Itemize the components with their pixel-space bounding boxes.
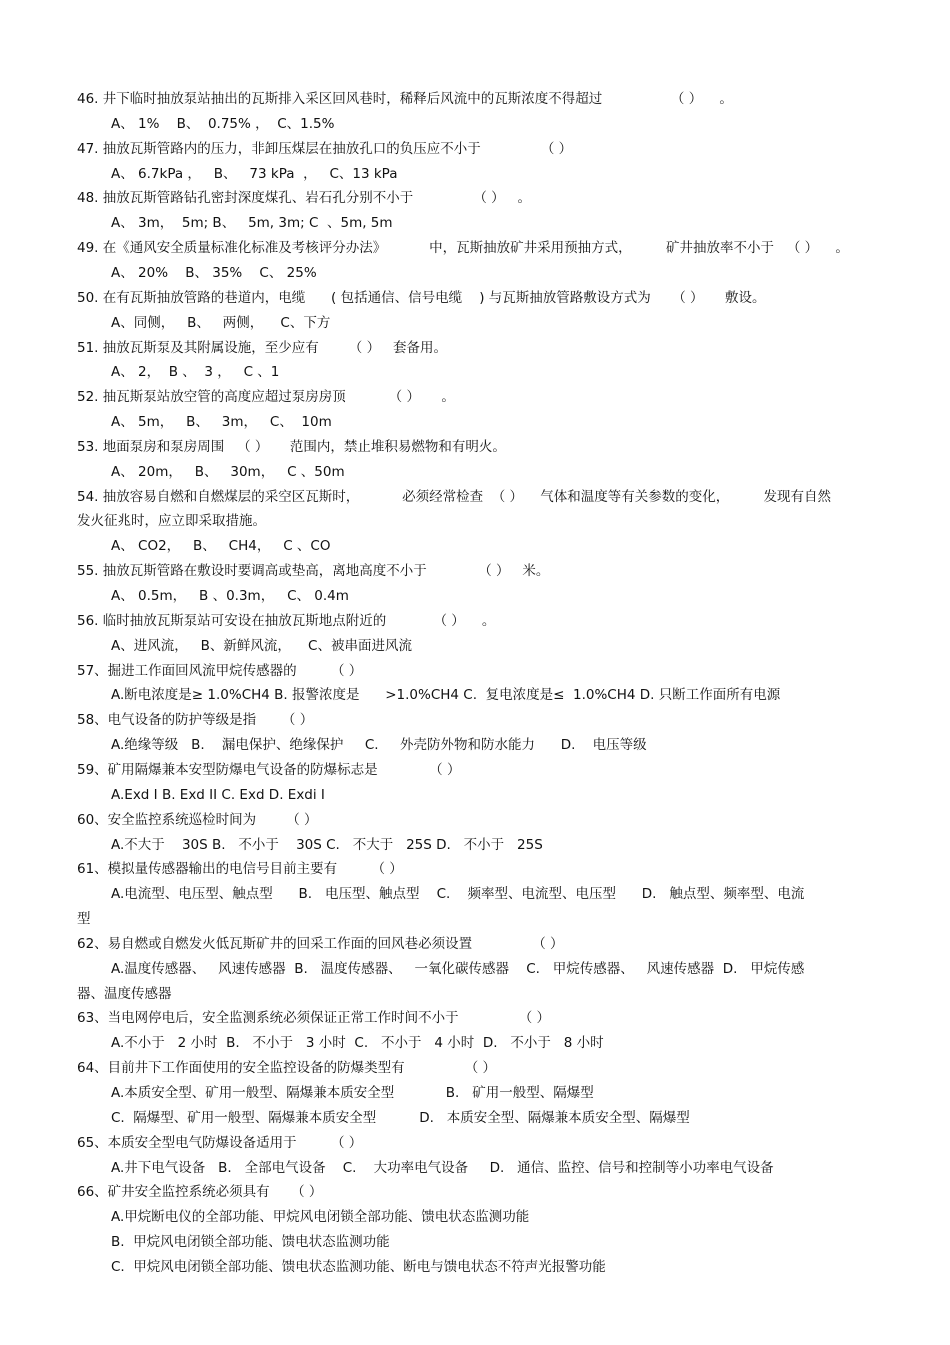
option-line: A.本质安全型、矿用一般型、隔爆兼本质安全型 B. 矿用一般型、隔爆型 — [111, 1085, 594, 1101]
question-line: 46. 井下临时抽放泵站抽出的瓦斯排入采区回风巷时，稀释后风流中的瓦斯浓度不得超过 （ ） 。 — [77, 91, 733, 107]
option-line: A.Exd I B. Exd II C. Exd D. Exdi I — [111, 786, 325, 803]
option-line: A、 6.7kPa ， B、 73 kPa ， C、13 kPa — [111, 165, 398, 182]
option-line: A.温度传感器、 风速传感器 B. 温度传感器、 一氧化碳传感器 C. 甲烷传感器、 风速传感器 D. 甲烷传感 — [111, 960, 805, 977]
question-line: 56. 临时抽放瓦斯泵站可安设在抽放瓦斯地点附近的 （ ） 。 — [77, 612, 496, 629]
option-line: A.电流型、电压型、触点型 B. 电压型、触点型 C. 频率型、电流型、电压型 D. 触点型、频率型、电流 — [111, 886, 805, 903]
option-line: A.不小于 2 小时 B. 不小于 3 小时 C. 不小于 4 小时 D. 不小于 8 小时 — [111, 1035, 604, 1052]
option-line: A.绝缘等级 B. 漏电保护、绝缘保护 C. 外壳防外物和防水能力 D. 电压等级 — [111, 737, 647, 754]
question-line: 65、本质安全型电气防爆设备适用于 （ ） — [77, 1134, 363, 1151]
question-line: 59、矿用隔爆兼本安型防爆电气设备的防爆标志是 （ ） — [77, 761, 461, 778]
question-line: 48. 抽放瓦斯管路钻孔密封深度煤孔、岩石孔分别不小于 （ ） 。 — [77, 190, 532, 207]
question-line: 58、电气设备的防护等级是指 （ ） — [77, 712, 314, 729]
question-line: 61、模拟量传感器输出的电信号目前主要有 （ ） — [77, 861, 403, 878]
option-line: A.不大于 30S B. 不小于 30S C. 不大于 25S D. 不小于 25S — [111, 836, 543, 853]
option-line: A.甲烷断电仪的全部功能、甲烷风电闭锁全部功能、馈电状态监测功能 — [111, 1209, 530, 1226]
option-line: A、 CO2， B、 CH4， C 、CO — [111, 538, 331, 555]
question-line: 60、安全监控系统巡检时间为 （ ） — [77, 811, 318, 828]
question-line: 64、目前井下工作面使用的安全监控设备的防爆类型有 （ ） — [77, 1060, 497, 1077]
continuation-line: 发火征兆时，应立即采取措施。 — [77, 513, 266, 530]
option-line: A、 20m， B、 30m， C 、50m — [111, 463, 345, 480]
question-line: 54. 抽放容易自燃和自燃煤层的采空区瓦斯时， 必须经常检查 （ ） 气体和温度等有关参数的变化， 发现有自然 — [77, 488, 832, 505]
question-line: 53. 地面泵房和泵房周围 （ ） 范围内，禁止堆积易燃物和有明火。 — [77, 438, 506, 455]
question-line: 50. 在有瓦斯抽放管路的巷道内，电缆 ( 包括通信、信号电缆 ) 与瓦斯抽放管路敷设方式为 （ ） 敷设。 — [77, 289, 766, 306]
question-line: 57、掘进工作面回风流甲烷传感器的 （ ） — [77, 662, 363, 679]
question-line: 63、当电网停电后，安全监测系统必须保证正常工作时间不小于 （ ） — [77, 1010, 551, 1027]
option-line: A.井下电气设备 B. 全部电气设备 C. 大功率电气设备 D. 通信、监控、信号和控制等小功率电气设备 — [111, 1159, 774, 1176]
option-line: C. 隔爆型、矿用一般型、隔爆兼本质安全型 D. 本质安全型、隔爆兼本质安全型、隔爆型 — [111, 1109, 690, 1126]
continuation-line: 型 — [77, 911, 91, 928]
question-line: 47. 抽放瓦斯管路内的压力，非卸压煤层在抽放孔口的负压应不小于 （ ） — [77, 140, 573, 157]
option-line: A、 20% B、 35% C、 25% — [111, 264, 317, 281]
option-line: C. 甲烷风电闭锁全部功能、馈电状态监测功能、断电与馈电状态不符声光报警功能 — [111, 1258, 606, 1275]
option-line: A.断电浓度是≥ 1.0%CH4 B. 报警浓度是 >1.0%CH4 C. 复电浓度是≤ 1.0%CH4 D. 只断工作面所有电源 — [111, 687, 781, 704]
option-line: A、同侧， B、 两侧， C、下方 — [111, 314, 331, 331]
question-line: 66、矿井安全监控系统必须具有 （ ） — [77, 1184, 323, 1201]
option-line: A、 1% B、 0.75% ， C、1.5% — [111, 115, 335, 132]
option-line: A、 0.5m， B 、0.3m， C、 0.4m — [111, 588, 349, 604]
question-line: 51. 抽放瓦斯泵及其附属设施，至少应有 （ ） 套备用。 — [77, 339, 447, 356]
option-line: A、 3m， 5m; B、 5m, 3m; C 、5m, 5m — [111, 215, 393, 232]
option-line: B. 甲烷风电闭锁全部功能、馈电状态监测功能 — [111, 1234, 390, 1251]
question-line: 52. 抽瓦斯泵站放空管的高度应超过泵房房顶 （ ） 。 — [77, 389, 455, 406]
question-line: 62、易自燃或自燃发火低瓦斯矿井的回采工作面的回风巷必须设置 （ ） — [77, 935, 564, 952]
option-line: A、 2， B 、 3 ， C 、1 — [111, 364, 280, 381]
option-line: A、 5m， B、 3m， C、 10m — [111, 414, 332, 431]
question-line: 55. 抽放瓦斯管路在敷设时要调高或垫高，离地高度不小于 （ ） 米。 — [77, 563, 550, 580]
option-line: A、进风流， B、新鲜风流， C、被串面进风流 — [111, 637, 412, 654]
question-line: 49. 在《通风安全质量标准化标准及考核评分办法》 中，瓦斯抽放矿井采用预抽方式， 矿井抽放率不小于 （ ） 。 — [77, 240, 849, 257]
continuation-line: 器、温度传感器 — [77, 985, 172, 1002]
